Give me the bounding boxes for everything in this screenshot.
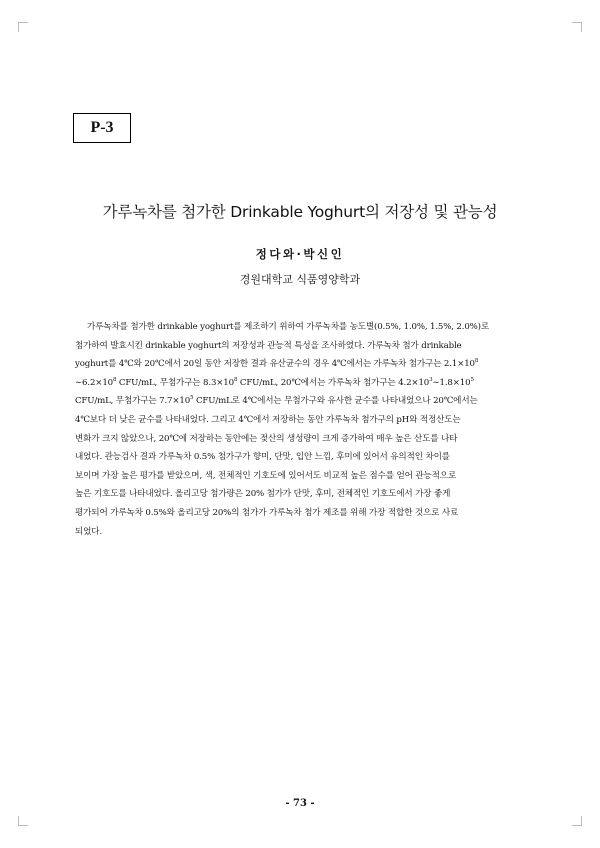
abstract-line bbox=[75, 374, 528, 393]
abstract-text: CFU/mL, 무첨가구는 7.7×10 bbox=[75, 396, 191, 407]
abstract-text: 보이며 가장 높은 평가를 받았으며, 색, 전체적인 기호도에 있어서도 비교적 높은 점수를 얻어 관능적으로 bbox=[75, 470, 457, 481]
abstract-line bbox=[75, 318, 528, 337]
superscript-exponent: 8 bbox=[112, 376, 117, 383]
abstract-text: 되었다. bbox=[75, 526, 103, 537]
abstract-line bbox=[75, 355, 528, 374]
abstract-line bbox=[75, 411, 528, 430]
paper-title: 가루녹차를 첨가한 Drinkable Yoghurt의 저장성 및 관능성 bbox=[102, 203, 498, 221]
abstract-line bbox=[75, 467, 528, 486]
abstract-line bbox=[75, 485, 528, 504]
abstract-line bbox=[75, 430, 528, 449]
superscript-exponent: 5 bbox=[190, 395, 194, 402]
abstract-text: CFU/mL, 20℃에서는 가루녹차 첨가구는 4.2×10 bbox=[237, 377, 430, 388]
crop-mark-bottom-left bbox=[18, 816, 28, 826]
superscript-exponent: 8 bbox=[474, 358, 479, 365]
abstract-line bbox=[75, 337, 528, 356]
poster-label: P-3 bbox=[73, 113, 131, 143]
abstract-text: 가루녹차를 첨가한 drinkable yoghurt를 제조하기 위하여 가루녹차를 농도별(0.5%, 1.0%, 1.5%, 2.0%)로 bbox=[87, 322, 490, 332]
abstract-line bbox=[75, 504, 528, 523]
abstract-text: ∼6.2×10 bbox=[75, 377, 113, 388]
affiliation: 경원대학교 식품영양학과 bbox=[239, 273, 361, 286]
abstract-text: 평가되어 가루녹차 0.5%와 올리고당 20%의 첨가가 가루녹차 첨가 제조를 위해 가장 적합한 것으로 사료 bbox=[75, 507, 459, 518]
abstract-text: 내었다. 관능검사 결과 가루녹차 0.5% 첨가구가 향미, 단맛, 입안 느낌, 후미에 있어서 유의적인 차이를 bbox=[75, 452, 450, 463]
abstract-text: yoghurt를 4℃와 20℃에서 20일 동안 저장한 결과 유산균수의 경우 4℃에서는 가루녹차 첨가구는 2.1×10 bbox=[75, 359, 475, 370]
abstract-text: 첨가하여 발효시킨 drinkable yoghurt의 저장성과 관능적 특성을 조사하였다. 가루녹차 첨가 drinkable bbox=[75, 340, 462, 351]
abstract-text: ∼1.8×10 bbox=[432, 377, 471, 388]
page-number: - 73 - bbox=[285, 798, 315, 809]
abstract-line bbox=[75, 448, 528, 467]
abstract-text: 4℃보다 더 낮은 균수를 나타내었다. 그리고 4℃에서 저장하는 동안 가루녹차 첨가구의 pH와 적정산도는 bbox=[75, 414, 461, 425]
abstract-text: 변화가 크지 않았으나, 20℃에 저장하는 동안에는 젖산의 생성량이 크게 증가하여 매우 높은 산도를 나타 bbox=[75, 433, 458, 444]
abstract-text: CFU/mL, 무첨가구는 8.3×10 bbox=[116, 377, 234, 388]
abstract-line bbox=[75, 523, 528, 542]
abstract-body bbox=[75, 318, 528, 541]
crop-mark-top-left bbox=[18, 22, 28, 32]
superscript-exponent: 8 bbox=[233, 376, 238, 383]
abstract-line bbox=[75, 392, 528, 411]
crop-mark-top-right bbox=[572, 22, 582, 32]
superscript-exponent: 3 bbox=[429, 376, 433, 383]
abstract-text: 높은 기호도를 나타내었다. 올리고당 첨가량은 20% 첨가가 단맛, 후미, 전체적인 기호도에서 가장 좋게 bbox=[75, 489, 451, 500]
abstract-text: CFU/mL로 4℃에서는 무첨가구와 유사한 균수를 나타내었으나 20℃에서는 bbox=[193, 396, 478, 407]
crop-mark-bottom-right bbox=[572, 816, 582, 826]
authors: 정다와·박신인 bbox=[255, 247, 345, 261]
superscript-exponent: 5 bbox=[470, 376, 474, 383]
